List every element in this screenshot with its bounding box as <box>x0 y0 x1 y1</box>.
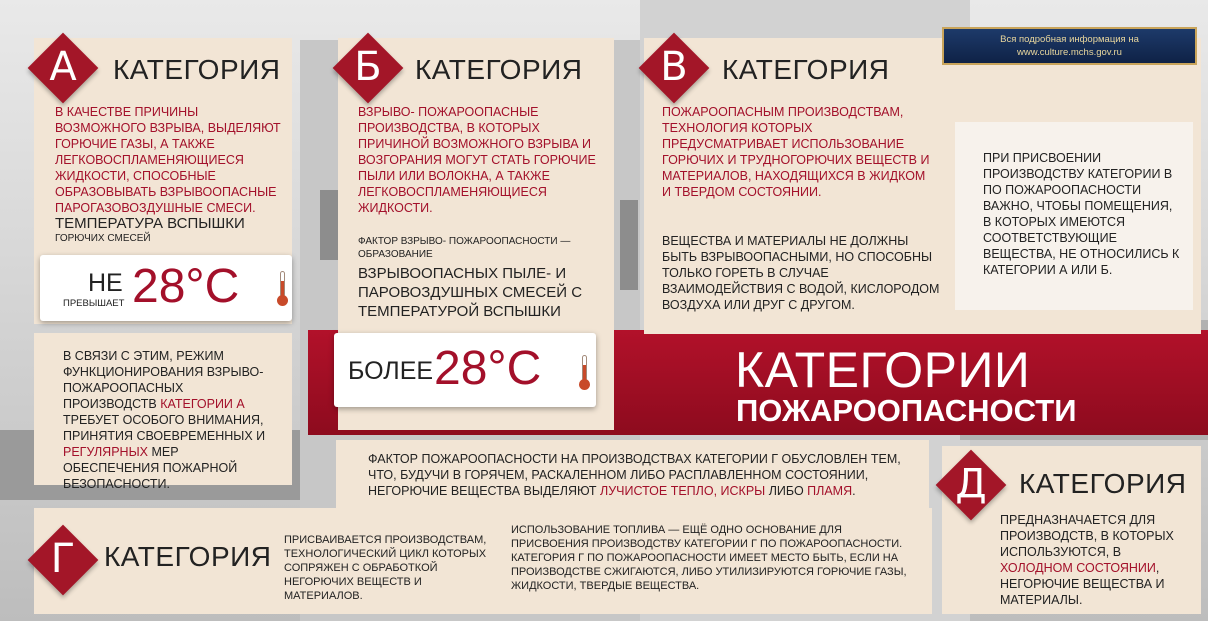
main-title-line2: ПОЖАРООПАСНОСТИ <box>736 393 1077 428</box>
category-a-letter: А <box>49 44 77 90</box>
category-a-temp-box <box>40 255 292 321</box>
category-a-description: В КАЧЕСТВЕ ПРИЧИНЫ ВОЗМОЖНОГО ВЗРЫВА, ВЫДЕЛЯЮТ ГОРЮЧИЕ ГАЗЫ, А ТАКЖЕ ЛЕГКОВОСПЛАМЕНЯЮЩИЕСЯ ЖИДКОСТИ, СПОСОБНЫЕ ОБРАЗОВЫВАТЬ ВЗРЫВООПАСНЫЕ ПАРОГАЗОВОЗДУШНЫЕ СМЕСИ. <box>55 105 281 215</box>
category-g-title: КАТЕГОРИЯ <box>104 541 272 572</box>
category-b-temp-prefix: БОЛЕЕ <box>348 357 434 385</box>
category-b-letter: Б <box>354 44 382 90</box>
category-b-factor-small: ФАКТОР ВЗРЫВО- ПОЖАРООПАСНОСТИ — ОБРАЗОВАНИЕ <box>358 236 571 260</box>
category-a-temp-value: 28°C <box>132 260 240 313</box>
category-a-temp-heading: ТЕМПЕРАТУРА ВСПЫШКИ <box>55 215 245 232</box>
category-d-letter: Д <box>955 461 987 507</box>
category-a-temp-prefix-top: НЕ <box>88 269 123 297</box>
category-b-temp-box <box>334 333 596 407</box>
info-banner-line1: Вся подробная информация на <box>1000 34 1139 45</box>
category-a-temp-sub: ГОРЮЧИХ СМЕСЕЙ <box>55 233 151 244</box>
category-v-letter: В <box>660 44 688 90</box>
category-a-regime-text: В СВЯЗИ С ЭТИМ, РЕЖИМ ФУНКЦИОНИРОВАНИЯ ВЗРЫВО-ПОЖАРООПАСНЫХ ПРОИЗВОДСТВ КАТЕГОРИИ А ТРЕБУЕТ ОСОБОГО ВНИМАНИЯ, ПРИНЯТИЯ СВОЕВРЕМЕННЫХ И РЕГУЛЯРНЫХ МЕР ОБЕСПЕЧЕНИЯ ПОЖАРНОЙ БЕЗОПАСНОСТИ. <box>63 349 266 491</box>
main-title-line1: КАТЕГОРИИ <box>735 342 1031 398</box>
category-b-factor-big: ВЗРЫВООПАСНЫХ ПЫЛЕ- И ПАРОВОЗДУШНЫХ СМЕСЕЙ С ТЕМПЕРАТУРОЙ ВСПЫШКИ <box>358 265 583 320</box>
category-d-description: ПРЕДНАЗНАЧАЕТСЯ ДЛЯ ПРОИЗВОДСТВ, В КОТОРЫХ ИСПОЛЬЗУЮТСЯ, В ХОЛОДНОМ СОСТОЯНИИ, НЕГОРЮЧИЕ ВЕЩЕСТВА И МАТЕРИАЛЫ. <box>1000 513 1174 607</box>
category-g-assigned: ПРИСВАИВАЕТСЯ ПРОИЗВОДСТВАМ, ТЕХНОЛОГИЧЕСКИЙ ЦИКЛ КОТОРЫХ СОПРЯЖЕН С ОБРАБОТКОЙ НЕГОРЮЧИХ ВЕЩЕСТВ И МАТЕРИАЛОВ. <box>284 534 487 602</box>
category-v-title: КАТЕГОРИЯ <box>722 54 890 85</box>
info-banner[interactable] <box>942 27 1197 65</box>
category-b-temp-value: 28°C <box>434 342 542 395</box>
info-banner-link[interactable]: www.culture.mchs.gov.ru <box>1017 47 1122 58</box>
category-g-letter: Г <box>50 536 76 582</box>
category-a-temp-prefix-bottom: ПРЕВЫШАЕТ <box>63 298 125 309</box>
category-v-description: ПОЖАРООПАСНЫМ ПРОИЗВОДСТВАМ, ТЕХНОЛОГИЯ КОТОРЫХ ПРЕДУСМАТРИВАЕТ ИСПОЛЬЗОВАНИЕ ГОРЮЧИХ И ТРУДНОГОРЮЧИХ ВЕЩЕСТВ И МАТЕРИАЛОВ, НАХОДЯЩИХСЯ В ЖИДКОМ И ТВЕРДОМ СОСТОЯНИИ. <box>662 105 930 199</box>
thermometer-icon <box>578 355 590 389</box>
thermometer-icon <box>276 271 288 305</box>
category-b-description: ВЗРЫВО- ПОЖАРООПАСНЫЕ ПРОИЗВОДСТВА, В КОТОРЫХ ПРИЧИНОЙ ВОЗМОЖНОГО ВЗРЫВА И ВОЗГОРАНИЯ МОГУТ СТАТЬ ГОРЮЧИЕ ПЫЛИ ИЛИ ВОЛОКНА, А ТАКЖЕ ЛЕГКОВОСПЛАМЕНЯЮЩИЕСЯ ЖИДКОСТИ. <box>358 105 596 215</box>
category-g-factor: ФАКТОР ПОЖАРООПАСНОСТИ НА ПРОИЗВОДСТВАХ КАТЕГОРИИ Г ОБУСЛОВЛЕН ТЕМ, ЧТО, БУДУЧИ В ГОРЯЧЕМ, РАСКАЛЕННОМ ЛИБО РАСПЛАВЛЕННОМ СОСТОЯНИИ, НЕГОРЮЧИЕ ВЕЩЕСТВА ВЫДЕЛЯЮТ ЛУЧИСТОЕ ТЕПЛО, ИСКРЫ ЛИБО ПЛАМЯ. <box>368 452 901 498</box>
category-v-note: ПРИ ПРИСВОЕНИИ ПРОИЗВОДСТВУ КАТЕГОРИИ В ПО ПОЖАРООПАСНОСТИ ВАЖНО, ЧТОБЫ ПОМЕЩЕНИЯ, В КОТОРЫХ ИМЕЮТСЯ СООТВЕТСТВУЮЩИЕ ВЕЩЕСТВА, НЕ ОТНОСИЛИСЬ К КАТЕГОРИИ А ИЛИ Б. <box>983 151 1180 277</box>
category-g-fuel: ИСПОЛЬЗОВАНИЕ ТОПЛИВА — ЕЩЁ ОДНО ОСНОВАНИЕ ДЛЯ ПРИСВОЕНИЯ ПРОИЗВОДСТВУ КАТЕГОРИИ Г ПО ПОЖАРООПАСНОСТИ. КАТЕГОРИЯ Г ПО ПОЖАРООПАСНОСТИ ИМЕЕТ МЕСТО БЫТЬ, ЕСЛИ НА ПРОИЗВОДСТВЕ СЖИГАЮТСЯ, ЛИБО УТИЛИЗИРУЮТСЯ ГОРЮЧИЕ ГАЗЫ, ЖИДКОСТИ, ТВЕРДЫЕ ВЕЩЕСТВА. <box>511 524 907 592</box>
category-b-title: КАТЕГОРИЯ <box>415 54 583 85</box>
category-v-substances: ВЕЩЕСТВА И МАТЕРИАЛЫ НЕ ДОЛЖНЫ БЫТЬ ВЗРЫВООПАСНЫМИ, НО СПОСОБНЫ ТОЛЬКО ГОРЕТЬ В СЛУЧАЕ ВЗАИМОДЕЙСТВИЯ С ВОДОЙ, КИСЛОРОДОМ ВОЗДУХА ИЛИ ДРУГ С ДРУГОМ. <box>662 234 940 312</box>
category-d-title: КАТЕГОРИЯ <box>1019 468 1187 499</box>
category-a-title: КАТЕГОРИЯ <box>113 54 281 85</box>
